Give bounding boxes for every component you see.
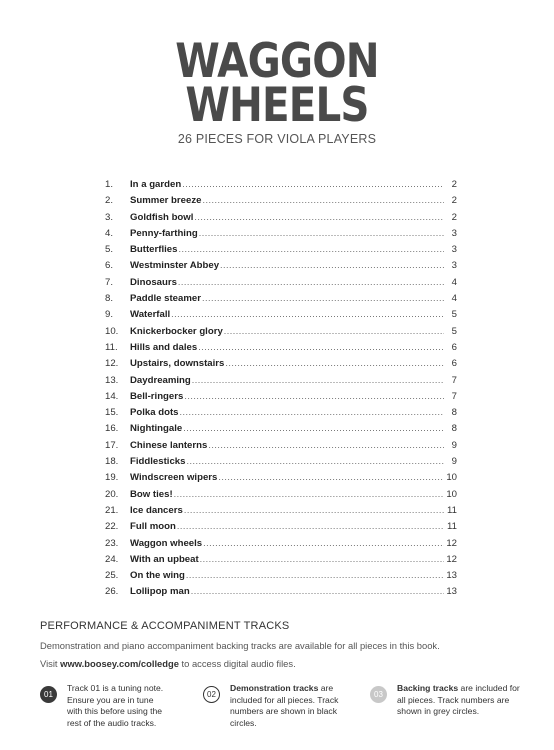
- toc-leader-dots: [184, 505, 444, 515]
- toc-item[interactable]: [105, 586, 457, 602]
- toc-page-number: 9: [451, 456, 457, 468]
- toc-page-number: 2: [451, 179, 457, 190]
- toc-page-number: 10: [446, 488, 457, 500]
- toc-leader-dots: [180, 407, 444, 417]
- toc-item[interactable]: [105, 228, 457, 244]
- toc-item[interactable]: [105, 293, 457, 309]
- toc-item[interactable]: [105, 326, 457, 342]
- toc-leader-dots: [182, 179, 444, 189]
- toc-item[interactable]: [105, 358, 457, 374]
- toc-page-number: 5: [451, 325, 457, 337]
- toc-page-number: 3: [451, 260, 457, 272]
- toc-leader-dots: [200, 554, 444, 564]
- toc-title: Ice dancers: [130, 504, 183, 516]
- toc-number: 2.: [105, 195, 114, 207]
- toc-number: 4.: [105, 227, 114, 239]
- toc-leader-dots: [199, 228, 444, 238]
- note-backing-bold: Backing tracks: [397, 683, 459, 693]
- toc-number: 13.: [105, 374, 119, 386]
- toc-leader-dots: [186, 570, 444, 580]
- note-demonstration: [203, 683, 353, 729]
- track-notes: [40, 683, 530, 739]
- toc-item[interactable]: [105, 538, 457, 554]
- toc-item[interactable]: [105, 423, 457, 439]
- toc-item[interactable]: [105, 342, 457, 358]
- toc-number: 22.: [105, 521, 119, 533]
- toc-title: Goldfish bowl: [130, 211, 194, 223]
- toc-page-number: 5: [451, 309, 457, 321]
- toc-page-number: 4: [451, 276, 457, 288]
- toc-number: 16.: [105, 423, 119, 435]
- toc-leader-dots: [225, 358, 444, 368]
- note-backing-text: [397, 683, 520, 718]
- toc-page-number: 9: [451, 439, 457, 451]
- toc-page-number: 11: [447, 504, 457, 516]
- toc-title: Polka dots: [130, 407, 179, 419]
- toc-page-number: 8: [451, 423, 457, 435]
- toc-leader-dots: [224, 326, 444, 336]
- toc-leader-dots: [171, 309, 444, 319]
- note-backing: [370, 683, 520, 718]
- toc-title: Hills and dales: [130, 341, 198, 353]
- title-block: [0, 34, 554, 146]
- toc-leader-dots: [202, 293, 444, 303]
- toc-number: 19.: [105, 472, 119, 484]
- toc-page-number: 7: [451, 374, 457, 386]
- toc-number: 14.: [105, 390, 119, 402]
- toc-title: Dinosaurs: [130, 276, 177, 288]
- toc-item[interactable]: [105, 554, 457, 570]
- toc-number: 10.: [105, 325, 119, 337]
- toc-title: Butterflies: [130, 244, 178, 256]
- toc-item[interactable]: [105, 521, 457, 537]
- toc-leader-dots: [194, 212, 444, 222]
- performance-heading: PERFORMANCE & ACCOMPANIMENT TRACKS: [40, 620, 290, 632]
- toc-number: 17.: [105, 439, 119, 451]
- visit-text: Visit: [40, 658, 58, 669]
- toc-page-number: 13: [446, 570, 457, 582]
- toc-page-number: 3: [451, 227, 457, 239]
- toc-number: 18.: [105, 456, 119, 468]
- toc-leader-dots: [198, 342, 444, 352]
- toc-number: 1.: [105, 179, 114, 190]
- toc-title: Summer breeze: [130, 195, 202, 207]
- toc-leader-dots: [174, 489, 444, 499]
- toc-item[interactable]: [105, 277, 457, 293]
- toc-title: Chinese lanterns: [130, 439, 208, 451]
- toc-title: Lollipop man: [130, 586, 190, 598]
- toc-page-number: 7: [451, 390, 457, 402]
- note-demonstration-bold: Demonstration tracks: [230, 683, 319, 693]
- toc-number: 15.: [105, 407, 119, 419]
- toc-title: Windscreen wipers: [130, 472, 218, 484]
- toc-title: Nightingale: [130, 423, 183, 435]
- toc-leader-dots: [218, 472, 444, 482]
- toc-leader-dots: [220, 260, 444, 270]
- book-title-line-1: WAGGON: [175, 34, 379, 89]
- toc-title: With an upbeat: [130, 553, 199, 565]
- note-tuning-text: Track 01 is a tuning note. Ensure you are in tune with this before using the rest of the audio tracks.: [67, 683, 164, 728]
- toc-page-number: 13: [446, 586, 457, 598]
- note-demonstration-text: [230, 683, 353, 729]
- toc-page-number: 6: [451, 358, 457, 370]
- toc-number: 9.: [105, 309, 114, 321]
- toc-number: 26.: [105, 586, 119, 598]
- toc-item[interactable]: [105, 570, 457, 586]
- toc-number: 24.: [105, 553, 119, 565]
- toc-page-number: 12: [446, 553, 457, 565]
- toc-item[interactable]: [105, 375, 457, 391]
- toc-page-number: 2: [451, 211, 457, 223]
- performance-description: [40, 640, 520, 670]
- toc-item[interactable]: [105, 244, 457, 260]
- toc-title: In a garden: [130, 179, 182, 190]
- toc-title: Westminster Abbey: [130, 260, 220, 272]
- track-badge-03: 03: [370, 686, 387, 703]
- note-tuning: [40, 683, 170, 729]
- toc-number: 6.: [105, 260, 114, 272]
- toc-title: Fiddlesticks: [130, 456, 186, 468]
- toc-item[interactable]: [105, 440, 457, 456]
- toc-leader-dots: [208, 440, 444, 450]
- toc-number: 23.: [105, 537, 119, 549]
- toc-title: Penny-farthing: [130, 227, 198, 239]
- toc-title: On the wing: [130, 570, 185, 582]
- toc-number: 11.: [105, 341, 118, 353]
- toc-number: 21.: [105, 504, 119, 516]
- toc-page-number: 6: [451, 341, 457, 353]
- toc-item[interactable]: [105, 212, 457, 228]
- toc-number: 20.: [105, 488, 119, 500]
- toc-item[interactable]: [105, 391, 457, 407]
- toc-title: Full moon: [130, 521, 176, 533]
- toc-leader-dots: [177, 521, 444, 531]
- toc-number: 25.: [105, 570, 119, 582]
- book-subtitle: 26 PIECES FOR VIOLA PLAYERS: [177, 132, 377, 146]
- toc-page-number: 11: [447, 521, 457, 533]
- toc-page-number: 4: [451, 293, 457, 305]
- toc-leader-dots: [192, 375, 444, 385]
- toc-page-number: 2: [451, 195, 457, 207]
- toc-number: 3.: [105, 211, 114, 223]
- performance-line-1: Demonstration and piano accompaniment backing tracks are available for all pieces in this book.: [40, 640, 440, 651]
- toc-number: 7.: [105, 276, 114, 288]
- table-of-contents: [105, 179, 457, 603]
- performance-section: [40, 620, 520, 670]
- toc-leader-dots: [178, 277, 444, 287]
- toc-title: Daydreaming: [130, 374, 191, 386]
- toc-title: Bell-ringers: [130, 390, 184, 402]
- performance-line-2: [40, 658, 520, 670]
- toc-number: 5.: [105, 244, 114, 256]
- toc-page-number: 12: [446, 537, 457, 549]
- toc-item[interactable]: [105, 505, 457, 521]
- toc-item[interactable]: [105, 260, 457, 276]
- toc-leader-dots: [184, 391, 444, 401]
- toc-page-number: 3: [451, 244, 457, 256]
- toc-number: 12.: [105, 358, 119, 370]
- note-demonstration-rest: are included for all pieces. Track numbers are shown in black circles.: [230, 683, 339, 728]
- toc-page-number: 10: [446, 472, 457, 484]
- toc-item[interactable]: [105, 407, 457, 423]
- track-badge-02: 02: [203, 686, 220, 703]
- toc-item[interactable]: [105, 195, 457, 211]
- toc-title: Paddle steamer: [130, 293, 201, 305]
- book-title-line-2: WHEELS: [185, 78, 369, 133]
- toc-page-number: 8: [451, 407, 457, 419]
- visit-suffix-text: to access digital audio files.: [181, 658, 296, 669]
- toc-item[interactable]: [105, 456, 457, 472]
- toc-title: Waterfall: [130, 309, 171, 321]
- toc-title: Waggon wheels: [130, 537, 203, 549]
- note-backing-rest: are included for all pieces. Track numbers are shown in grey circles.: [397, 683, 520, 716]
- toc-leader-dots: [203, 538, 444, 548]
- toc-item[interactable]: [105, 489, 457, 505]
- track-badge-01: 01: [40, 686, 57, 703]
- toc-title: Knickerbocker glory: [130, 325, 223, 337]
- toc-item[interactable]: [105, 309, 457, 325]
- toc-leader-dots: [202, 195, 444, 205]
- toc-leader-dots: [183, 423, 444, 433]
- toc-item[interactable]: [105, 472, 457, 488]
- toc-title: Bow ties!: [130, 488, 173, 500]
- toc-item[interactable]: [105, 179, 457, 195]
- toc-leader-dots: [191, 586, 444, 596]
- website-link[interactable]: www.boosey.com/colledge: [60, 658, 179, 669]
- toc-leader-dots: [186, 456, 444, 466]
- toc-number: 8.: [105, 293, 114, 305]
- toc-title: Upstairs, downstairs: [130, 358, 225, 370]
- toc-leader-dots: [178, 244, 444, 254]
